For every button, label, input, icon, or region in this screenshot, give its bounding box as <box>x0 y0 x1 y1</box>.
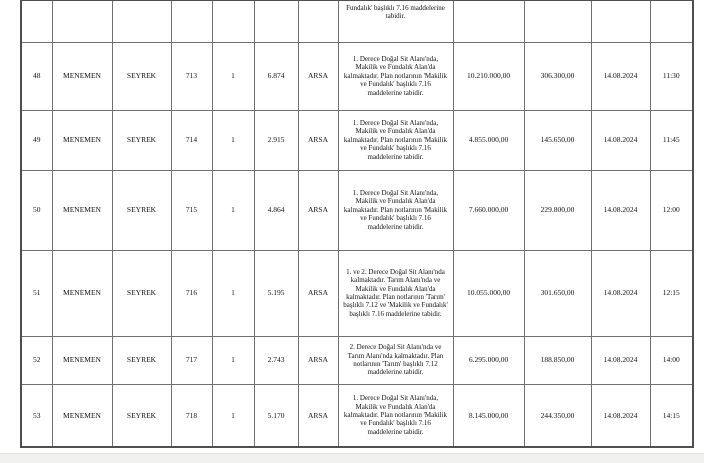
cell-district: MENEMEN <box>52 170 112 250</box>
cell-deposit-amount: 229.800,00 <box>524 170 591 250</box>
cell-auction-date <box>591 0 650 42</box>
cell-block-number: 713 <box>171 42 212 110</box>
cell-row-number: 53 <box>21 384 52 447</box>
cell-area: 4.864 <box>254 170 298 250</box>
cell-deposit-amount: 188.850,00 <box>524 336 591 384</box>
table-row <box>21 384 693 447</box>
cell-row-number: 49 <box>21 110 52 170</box>
cell-neighborhood: SEYREK <box>112 384 171 447</box>
cell-deposit-amount: 244.350,00 <box>524 384 591 447</box>
cell-estimated-price <box>453 0 524 42</box>
auction-table <box>20 0 694 448</box>
table-row <box>21 0 693 42</box>
table-row <box>21 250 693 336</box>
cell-auction-date: 14.08.2024 <box>591 384 650 447</box>
cell-description: 1. Derece Doğal Sit Alanı'nda, Makilik ve Fundalık Alan'da kalmaktadır. Plan notlarının 'Makilik ve Fundalık' başlıklı 7.16 maddelerine tabidir. <box>338 42 453 110</box>
cell-block-number: 718 <box>171 384 212 447</box>
cell-description: 2. Derece Doğal Sit Alanı'nda ve Tarım Alanı'nda kalmaktadır. Plan notlarının 'Tarım' başlıklı 7.12 maddelerine tabidir. <box>338 336 453 384</box>
cell-description: 1. Derece Doğal Sit Alanı'nda, Makilik ve Fundalık Alan'da kalmaktadır. Plan notlarının 'Makilik ve Fundalık' başlıklı 7.16 maddelerine tabidir. <box>338 384 453 447</box>
cell-block-number: 714 <box>171 110 212 170</box>
cell-district: MENEMEN <box>52 110 112 170</box>
cell-auction-date: 14.08.2024 <box>591 170 650 250</box>
cell-row-number <box>21 0 52 42</box>
cell-description: 1. Derece Doğal Sit Alanı'nda, Makilik ve Fundalık Alan'da kalmaktadır. Plan notlarının 'Makilik ve Fundalık' başlıklı 7.16 maddelerine tabidir. <box>338 170 453 250</box>
cell-parcel-number: 1 <box>212 250 254 336</box>
cell-neighborhood: SEYREK <box>112 250 171 336</box>
cell-description: 1. Derece Doğal Sit Alanı'nda, Makilik ve Fundalık Alan'da kalmaktadır. Plan notlarının 'Makilik ve Fundalık' başlıklı 7.16 maddelerine tabidir. <box>338 110 453 170</box>
cell-district: MENEMEN <box>52 250 112 336</box>
cell-row-number: 51 <box>21 250 52 336</box>
cell-row-number: 48 <box>21 42 52 110</box>
cell-neighborhood: SEYREK <box>112 170 171 250</box>
cell-block-number: 717 <box>171 336 212 384</box>
cell-district: MENEMEN <box>52 336 112 384</box>
cell-row-number: 50 <box>21 170 52 250</box>
table-row <box>21 110 693 170</box>
cell-property-type <box>298 0 338 42</box>
cell-description: 1. ve 2. Derece Doğal Sit Alanı'nda kalmaktadır. Tarım Alanı'nda ve Makilik ve Fundalık Alan'da kalmaktadır. Plan notlarının 'Tarım' başlıklı 7.12 ve 'Makilik ve Fundalık' başlıklı 7.16 maddelerine tabidir. <box>338 250 453 336</box>
cell-auction-date: 14.08.2024 <box>591 42 650 110</box>
cell-neighborhood <box>112 0 171 42</box>
cell-parcel-number: 1 <box>212 170 254 250</box>
cell-auction-date: 14.08.2024 <box>591 250 650 336</box>
cell-parcel-number <box>212 0 254 42</box>
cell-auction-date: 14.08.2024 <box>591 110 650 170</box>
cell-auction-date: 14.08.2024 <box>591 336 650 384</box>
cell-auction-time <box>650 0 693 42</box>
cell-area: 2.915 <box>254 110 298 170</box>
cell-parcel-number: 1 <box>212 336 254 384</box>
cell-block-number: 716 <box>171 250 212 336</box>
cell-area: 6.874 <box>254 42 298 110</box>
cell-property-type: ARSA <box>298 42 338 110</box>
cell-district: MENEMEN <box>52 42 112 110</box>
cell-area: 5.195 <box>254 250 298 336</box>
cell-estimated-price: 10.055.000,00 <box>453 250 524 336</box>
cell-row-number: 52 <box>21 336 52 384</box>
cell-parcel-number: 1 <box>212 42 254 110</box>
cell-deposit-amount: 306.300,00 <box>524 42 591 110</box>
table-row <box>21 170 693 250</box>
cell-area: 5.170 <box>254 384 298 447</box>
cell-auction-time: 14:15 <box>650 384 693 447</box>
cell-block-number: 715 <box>171 170 212 250</box>
cell-estimated-price: 7.660.000,00 <box>453 170 524 250</box>
cell-district: MENEMEN <box>52 384 112 447</box>
viewer-background-strip <box>0 453 704 463</box>
cell-area: 2.743 <box>254 336 298 384</box>
cell-neighborhood: SEYREK <box>112 336 171 384</box>
auction-table-body <box>21 0 693 447</box>
cell-deposit-amount: 301.650,00 <box>524 250 591 336</box>
table-row <box>21 42 693 110</box>
cell-parcel-number: 1 <box>212 384 254 447</box>
cell-estimated-price: 4.855.000,00 <box>453 110 524 170</box>
cell-area <box>254 0 298 42</box>
cell-auction-time: 11:45 <box>650 110 693 170</box>
cell-estimated-price: 6.295.000,00 <box>453 336 524 384</box>
table-row <box>21 336 693 384</box>
cell-deposit-amount: 145.650,00 <box>524 110 591 170</box>
cell-auction-time: 11:30 <box>650 42 693 110</box>
cell-property-type: ARSA <box>298 384 338 447</box>
cell-neighborhood: SEYREK <box>112 110 171 170</box>
cell-description: Fundalık' başlıklı 7.16 maddelerine tabidir. <box>338 0 453 42</box>
cell-estimated-price: 8.145.000,00 <box>453 384 524 447</box>
cell-auction-time: 12:00 <box>650 170 693 250</box>
cell-district <box>52 0 112 42</box>
cell-property-type: ARSA <box>298 110 338 170</box>
cell-property-type: ARSA <box>298 336 338 384</box>
cell-block-number <box>171 0 212 42</box>
cell-auction-time: 12:15 <box>650 250 693 336</box>
cell-neighborhood: SEYREK <box>112 42 171 110</box>
cell-auction-time: 14:00 <box>650 336 693 384</box>
cell-property-type: ARSA <box>298 170 338 250</box>
cell-estimated-price: 10.210.000,00 <box>453 42 524 110</box>
cell-parcel-number: 1 <box>212 110 254 170</box>
cell-deposit-amount <box>524 0 591 42</box>
cell-property-type: ARSA <box>298 250 338 336</box>
